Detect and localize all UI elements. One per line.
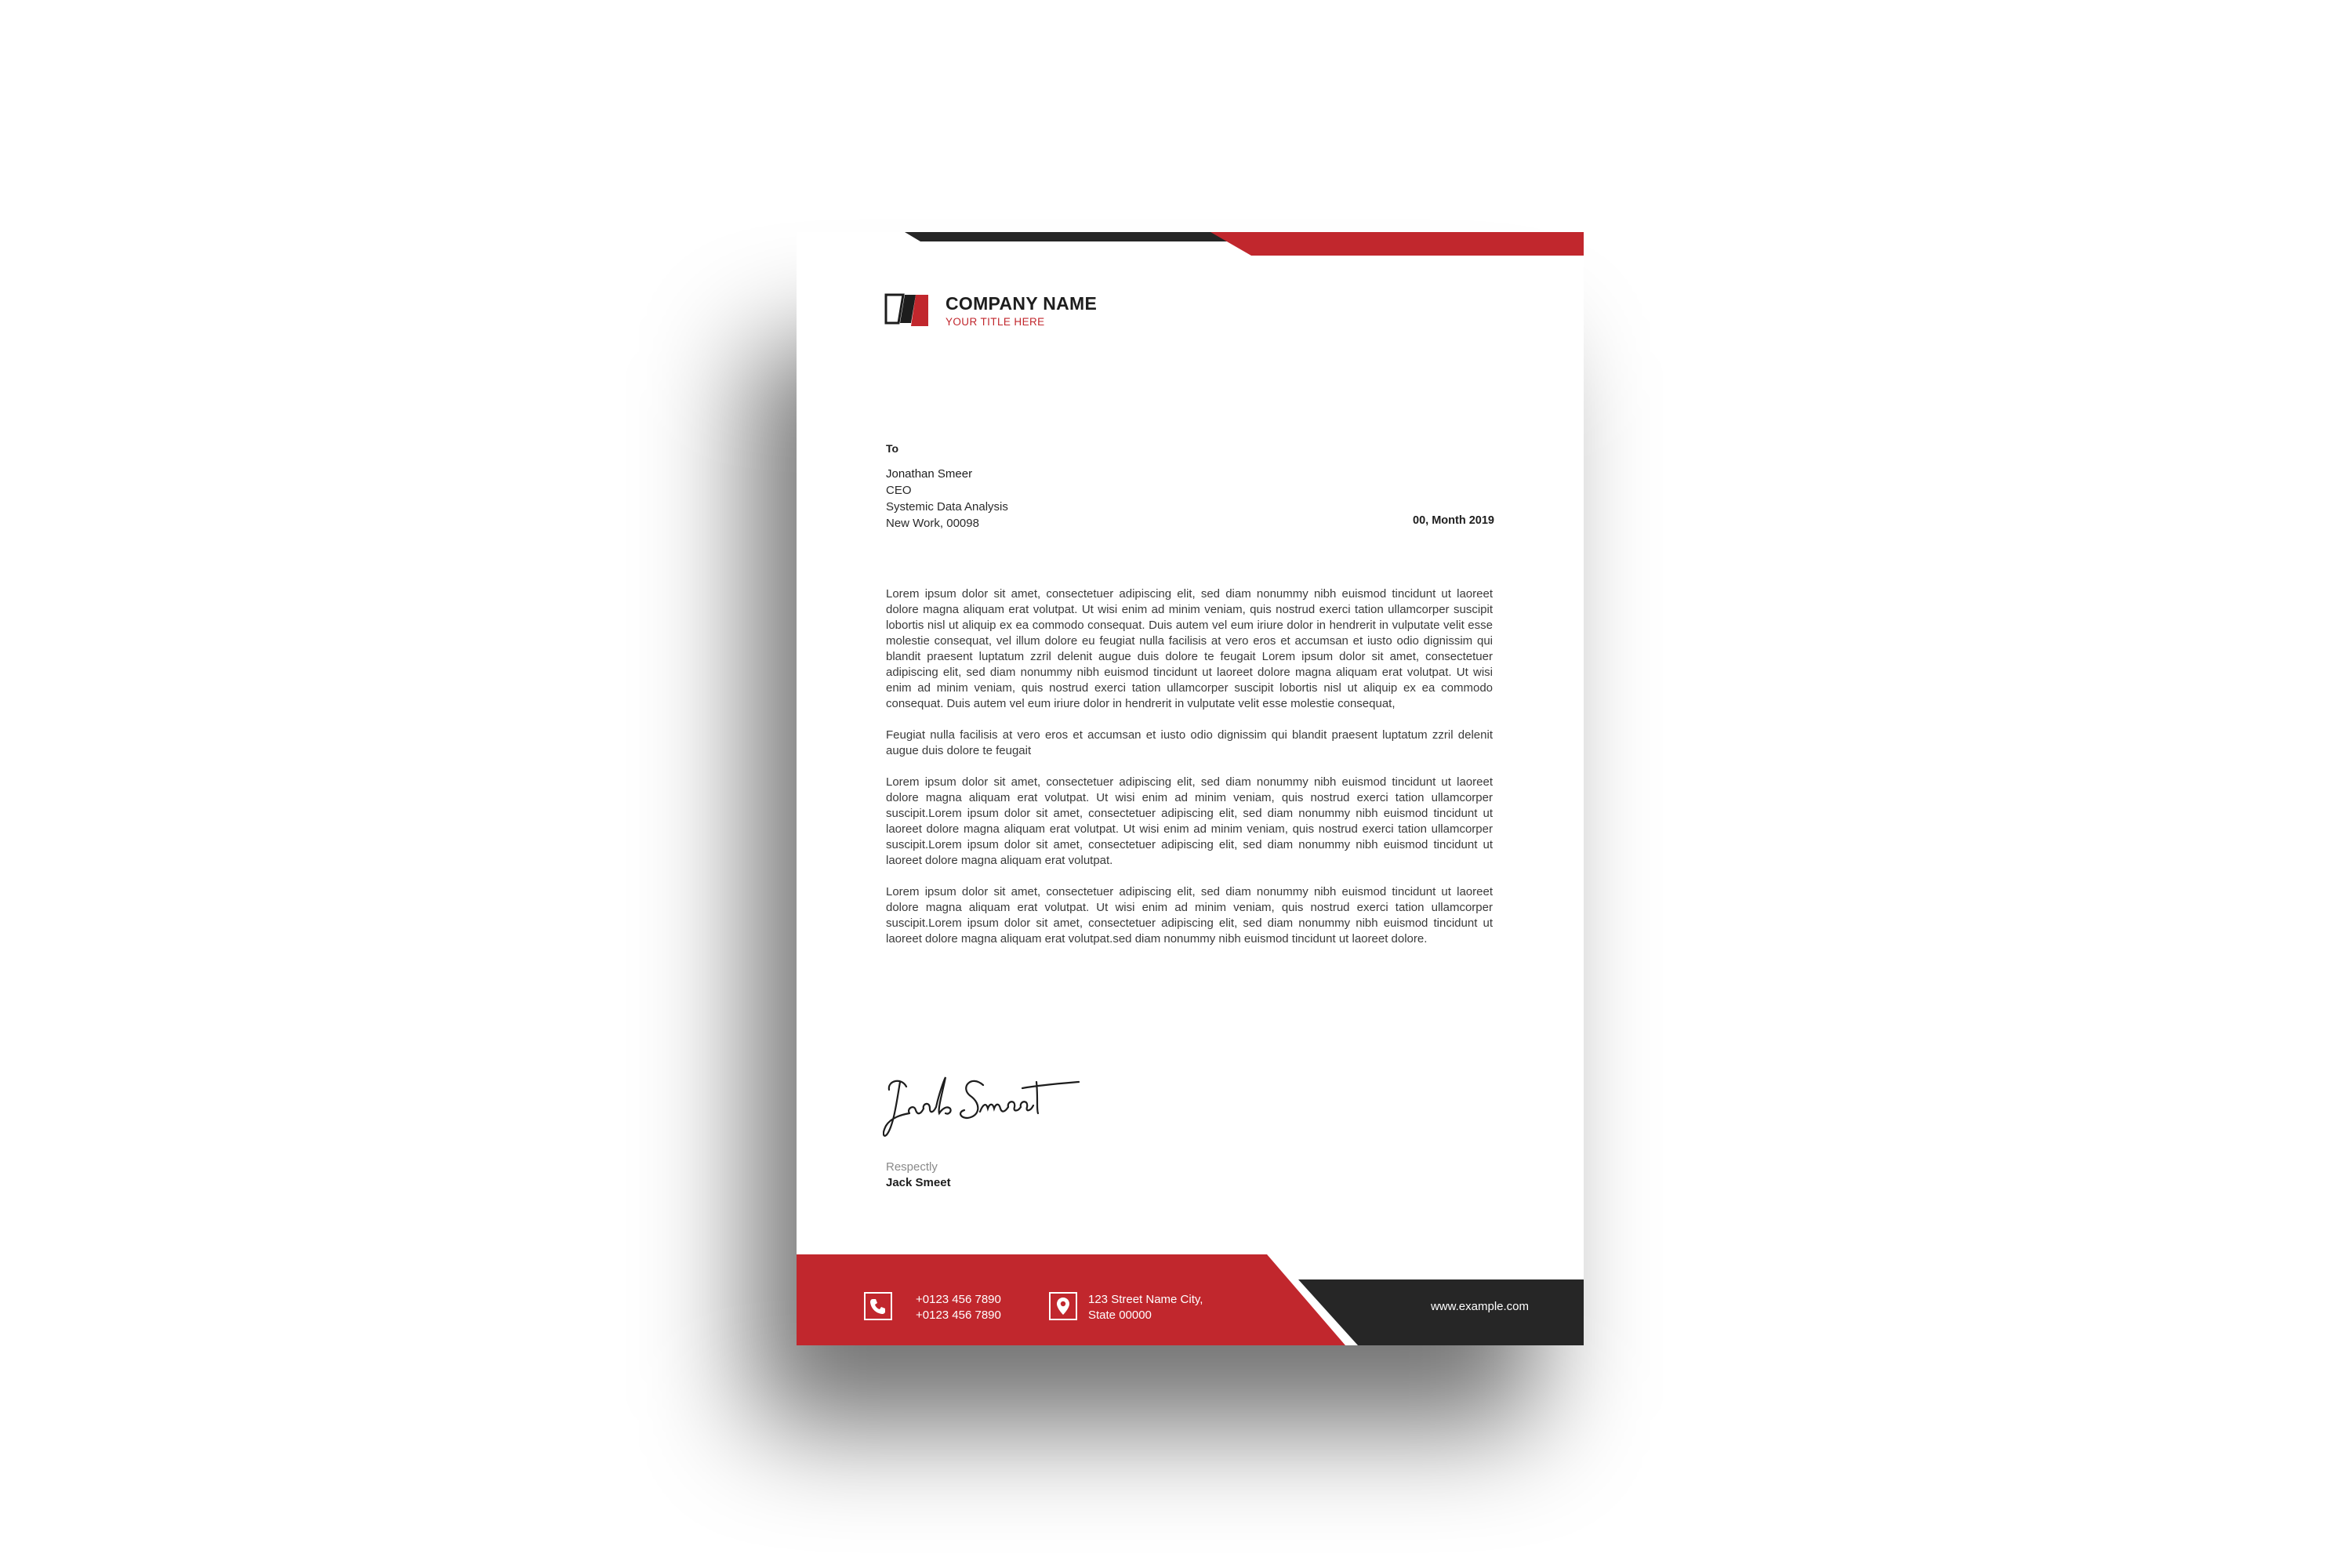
location-pin-icon [1049, 1292, 1077, 1320]
company-name: COMPANY NAME [946, 293, 1098, 314]
phone-icon [864, 1292, 892, 1320]
to-label: To [886, 442, 899, 455]
letter-body [886, 586, 1493, 963]
footer-phones [916, 1292, 1001, 1323]
letter-date: 00, Month 2019 [1413, 514, 1494, 527]
address-line: 123 Street Name City, [1088, 1293, 1203, 1306]
phone-number: +0123 456 7890 [916, 1293, 1001, 1306]
handwritten-signature [883, 1069, 1087, 1148]
recipient-block [886, 466, 1008, 532]
company-tagline: YOUR TITLE HERE [946, 316, 1045, 328]
letterhead-page [797, 232, 1584, 1345]
closing-salutation: Respectly [886, 1160, 938, 1174]
header-decoration [797, 232, 1584, 263]
footer-address [1088, 1292, 1203, 1323]
recipient-title: CEO [886, 484, 912, 497]
header-dark-bar [905, 232, 1242, 241]
body-paragraph: Lorem ipsum dolor sit amet, consectetuer adipiscing elit, sed diam nonummy nibh euismod tincidunt ut laoreet dolore magna aliquam erat volutpat. Ut wisi enim ad minim veniam, quis nostrud exerci tation ullamcorper suscipit.Lorem ipsum dolor sit amet, consectetuer adipiscing elit, sed diam nonummy nibh euismod tincidunt ut laoreet dolore magna aliquam erat volutpat. Ut wisi enim ad minim veniam, quis nostrud exerci tation ullamcorper suscipit.Lorem ipsum dolor sit amet, consectetuer adipiscing elit, sed diam nonummy nibh euismod tincidunt ut laoreet dolore magna aliquam erat volutpat. [886, 775, 1493, 867]
body-paragraph: Lorem ipsum dolor sit amet, consectetuer adipiscing elit, sed diam nonummy nibh euismod tincidunt ut laoreet dolore magna aliquam erat volutpat. Ut wisi enim ad minim veniam, quis nostrud exerci tation ullamcorper suscipit lobortis nisl ut aliquip ex ea commodo consequat. Duis autem vel eum iriure dolor in hendrerit in vulputate velit esse molestie consequat, vel illum dolore eu feugiat nulla facilisis at vero eros et accumsan et iusto odio dignissim qui blandit praesent luptatum zzril delenit augue duis dolore te feugait Lorem ipsum dolor sit amet, consectetuer adipiscing elit, sed diam nonummy nibh euismod tincidunt ut laoreet dolore magna aliquam erat volutpat. Ut wisi enim ad minim veniam, quis nostrud exerci tation ullamcorper suscipit lobortis nisl ut aliquip ex ea commodo consequat. Duis autem vel eum iriure dolor in hendrerit in vulputate velit esse molestie consequat, [886, 587, 1493, 710]
recipient-company: Systemic Data Analysis [886, 500, 1008, 514]
body-paragraph: Lorem ipsum dolor sit amet, consectetuer adipiscing elit, sed diam nonummy nibh euismod tincidunt ut laoreet dolore magna aliquam erat volutpat. Ut wisi enim ad minim veniam, quis nostrud exerci tation ullamcorper suscipit.Lorem ipsum dolor sit amet, consectetuer adipiscing elit, sed diam nonummy nibh euismod tincidunt ut laoreet dolore magna aliquam erat volutpat.sed diam nonummy nibh euismod tincidunt ut laoreet dolore. [886, 885, 1493, 946]
address-line: State 00000 [1088, 1308, 1152, 1322]
recipient-address: New Work, 00098 [886, 517, 979, 530]
signer-name: Jack Smeet [886, 1176, 951, 1189]
phone-number: +0123 456 7890 [916, 1308, 1001, 1322]
header-red-bar [1210, 232, 1584, 256]
recipient-name: Jonathan Smeer [886, 467, 973, 481]
website-link[interactable]: www.example.com [1430, 1300, 1529, 1313]
body-paragraph: Feugiat nulla facilisis at vero eros et accumsan et iusto odio dignissim qui blandit praesent luptatum zzril delenit augue duis dolore te feugait [886, 728, 1493, 757]
company-logo-icon [884, 292, 930, 328]
